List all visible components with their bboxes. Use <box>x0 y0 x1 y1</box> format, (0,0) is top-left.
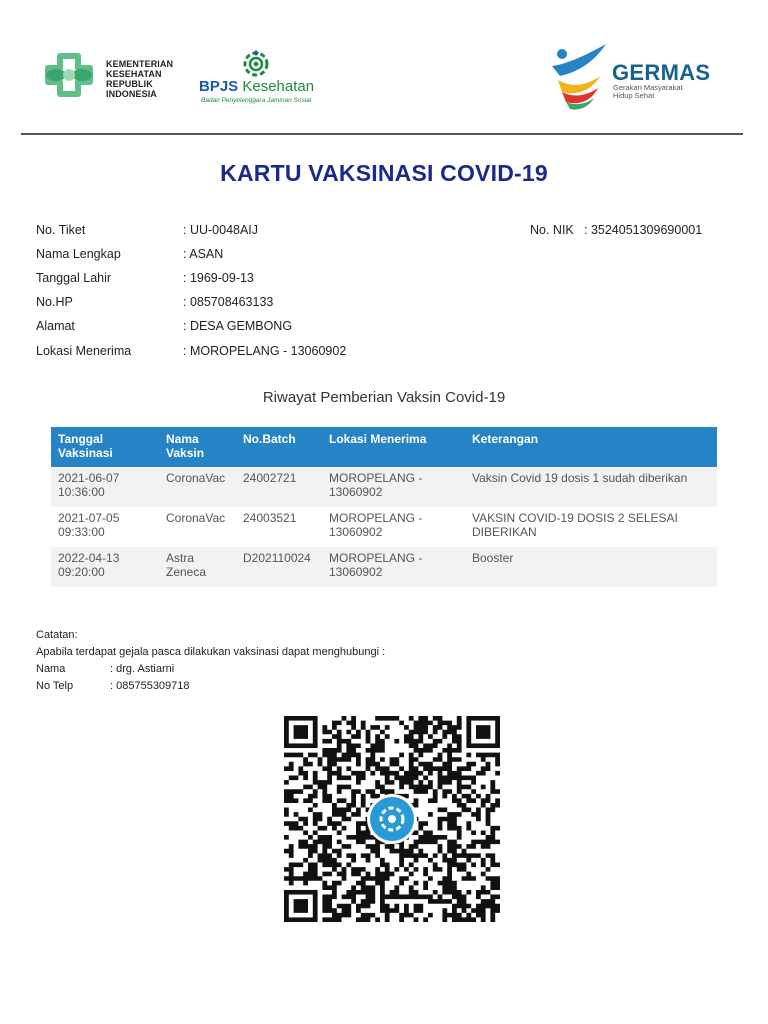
bpjs-subtitle: Badan Penyelenggara Jaminan Sosial <box>201 97 312 104</box>
full-name-value: : ASAN <box>183 247 224 261</box>
qr-finder-pattern <box>284 890 318 922</box>
notes-text: Apabila terdapat gejala pasca dilakukan vaksinasi dapat menghubungi : <box>36 646 386 658</box>
bpjs-emblem-icon <box>239 48 273 80</box>
col-header-date: Tanggal Vaksinasi <box>51 427 159 467</box>
cell-location: MOROPELANG - 13060902 <box>322 547 465 587</box>
vaccination-history-table <box>51 427 717 587</box>
address-value: : DESA GEMBONG <box>183 319 293 333</box>
kemenkes-name <box>106 59 206 99</box>
germas-emblem-icon <box>548 40 614 112</box>
cell-batch: 24002721 <box>236 467 322 507</box>
receiving-location-label: Lokasi Menerima <box>36 344 132 358</box>
table-row <box>51 547 717 587</box>
receiving-location-value: : MOROPELANG - 13060902 <box>183 344 347 358</box>
cell-notes: VAKSIN COVID-19 DOSIS 2 SELESAI DIBERIKAN <box>465 507 717 547</box>
kemenkes-line-1: KEMENTERIAN <box>106 59 174 69</box>
notes-heading: Catatan: <box>36 629 78 641</box>
qr-finder-pattern <box>284 716 318 748</box>
germas-title: GERMAS <box>612 60 711 85</box>
cell-date: 2021-07-05 09:33:00 <box>51 507 159 547</box>
cell-location: MOROPELANG - 13060902 <box>322 467 465 507</box>
col-header-notes: Keterangan <box>465 427 717 467</box>
germas-subtitle-line-2: Hidup Sehat <box>613 91 655 100</box>
table-row <box>51 467 717 507</box>
col-header-vaccine: Nama Vaksin <box>159 427 236 467</box>
table-row <box>51 507 717 547</box>
contact-name-label: Nama <box>36 663 66 675</box>
cell-date: 2021-06-07 10:36:00 <box>51 467 159 507</box>
header-divider <box>21 133 743 135</box>
contact-name-value: : drg. Astiarni <box>110 663 175 675</box>
phone-value: : 085708463133 <box>183 295 274 309</box>
vaccination-qr-code <box>284 716 500 922</box>
birth-date-value: : 1969-09-13 <box>183 271 254 285</box>
cell-notes: Vaksin Covid 19 dosis 1 sudah diberikan <box>465 467 717 507</box>
full-name-label: Nama Lengkap <box>36 247 121 261</box>
qr-code-icon <box>284 716 500 922</box>
cell-vaccine: CoronaVac <box>159 467 236 507</box>
cell-location: MOROPELANG - 13060902 <box>322 507 465 547</box>
ticket-label: No. Tiket <box>36 223 86 237</box>
kemenkes-logo <box>38 52 100 98</box>
history-title: Riwayat Pemberian Vaksin Covid-19 <box>262 389 506 406</box>
phone-label: No.HP <box>36 295 73 309</box>
nik-label: No. NIK <box>530 223 574 237</box>
qr-finder-pattern <box>466 716 500 748</box>
kemenkes-line-3: REPUBLIK <box>106 79 153 89</box>
nik-value: : 3524051309690001 <box>584 223 703 237</box>
contact-phone-value: : 085755309718 <box>110 680 190 692</box>
col-header-batch: No.Batch <box>236 427 322 467</box>
kemenkes-line-2: KESEHATAN <box>106 69 162 79</box>
ticket-value: : UU-0048AIJ <box>183 223 259 237</box>
kemenkes-line-4: INDONESIA <box>106 89 157 99</box>
germas-subtitle <box>613 84 683 100</box>
cell-batch: D202110024 <box>236 547 322 587</box>
table-header-row <box>51 427 717 467</box>
qr-center-logo-dot <box>388 815 396 823</box>
col-header-location: Lokasi Menerima <box>322 427 465 467</box>
bpjs-title-part2: Kesehatan <box>242 78 315 95</box>
germas-logo <box>548 40 614 112</box>
bpjs-title <box>199 78 314 95</box>
germas-subtitle-line-1: Gerakan Masyarakat <box>613 83 683 92</box>
contact-phone-label: No Telp <box>36 680 74 692</box>
page-title: KARTU VAKSINASI COVID-19 <box>220 160 548 186</box>
bpjs-title-part1: BPJS <box>199 78 239 95</box>
address-label: Alamat <box>36 319 75 333</box>
kemenkes-emblem-icon <box>38 52 100 98</box>
bpjs-logo <box>239 48 273 80</box>
cell-notes: Booster <box>465 547 717 587</box>
cell-date: 2022-04-13 09:20:00 <box>51 547 159 587</box>
cell-vaccine: CoronaVac <box>159 507 236 547</box>
birth-date-label: Tanggal Lahir <box>36 271 112 285</box>
cell-batch: 24003521 <box>236 507 322 547</box>
cell-vaccine: Astra Zeneca <box>159 547 236 587</box>
